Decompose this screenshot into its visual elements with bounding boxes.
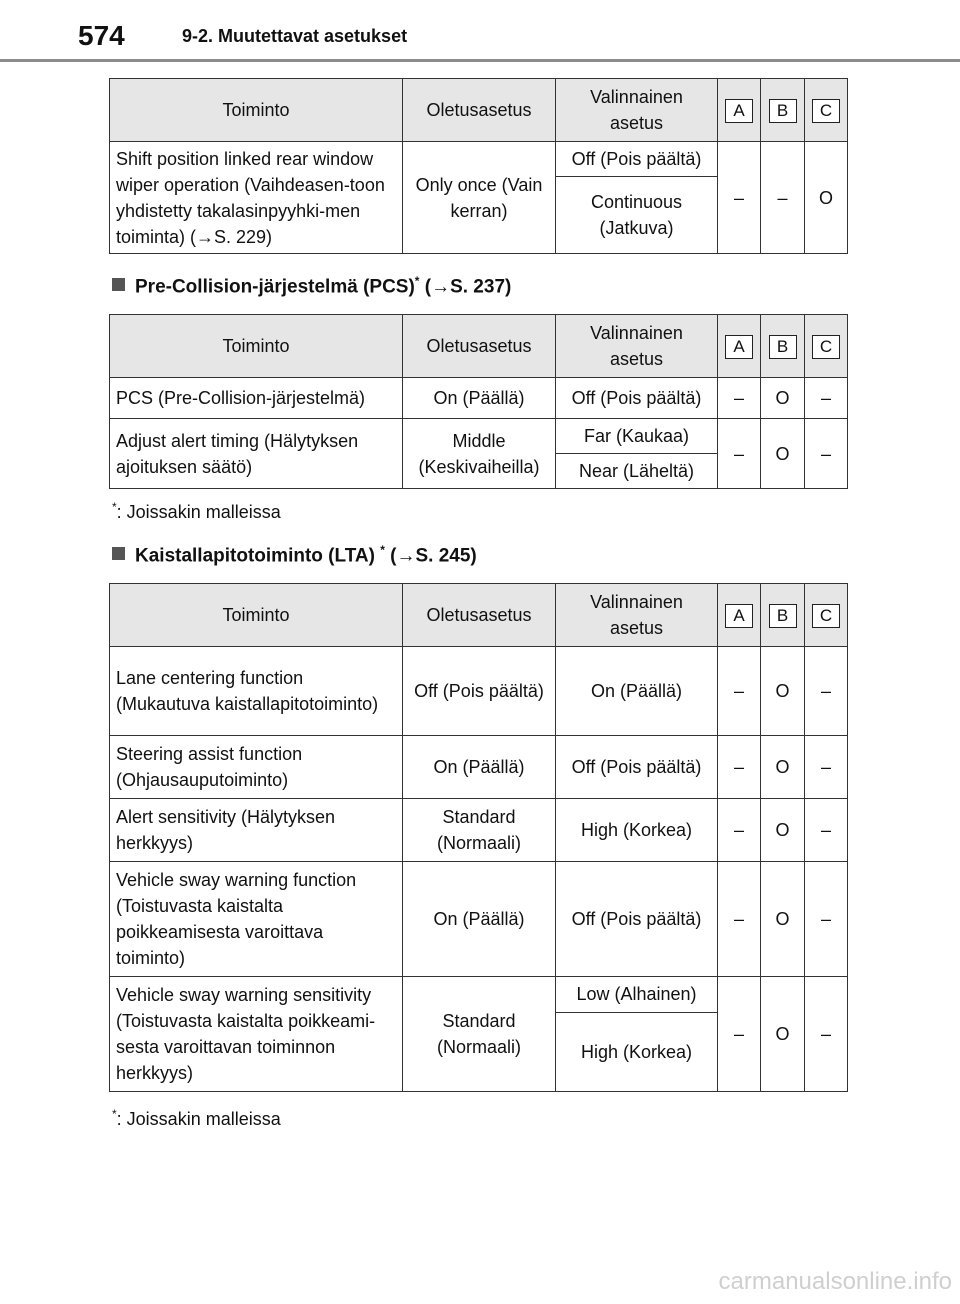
page-header <box>0 0 960 62</box>
cell-function: Alert sensitivity (Hälytyksen herkkyys) <box>110 799 403 862</box>
cell-a: – <box>718 736 761 799</box>
cell-default: On (Päällä) <box>403 736 556 799</box>
col-a: A <box>725 99 753 123</box>
cell-default: On (Päällä) <box>403 378 556 419</box>
square-bullet-icon <box>112 278 125 291</box>
cell-a: – <box>718 419 761 489</box>
cell-option: On (Päällä) <box>556 647 718 736</box>
cell-b: O <box>761 378 805 419</box>
cell-function: Adjust alert timing (Hälytyksen ajoituksen säätö) <box>110 419 403 489</box>
cell-option: Off (Pois päältä) <box>556 736 718 799</box>
footnote: *: Joissakin malleissa <box>112 1107 281 1129</box>
col-function: Toiminto <box>110 79 403 142</box>
cell-c: O <box>805 142 848 254</box>
col-c: C <box>812 99 840 123</box>
header-rule <box>0 59 960 62</box>
cell-b: O <box>761 862 805 977</box>
cell-option: Off (Pois päältä) <box>556 142 718 177</box>
col-function: Toiminto <box>110 584 403 647</box>
cell-option: High (Korkea) <box>556 1012 718 1091</box>
cell-b: – <box>761 142 805 254</box>
table-header-row <box>110 315 848 378</box>
cell-c: – <box>805 419 848 489</box>
col-a: A <box>725 604 753 628</box>
cell-option: Near (Läheltä) <box>556 454 718 489</box>
cell-function: Lane centering function (Mukautuva kaistallapitotoiminto) <box>110 647 403 736</box>
col-b: B <box>769 335 797 359</box>
cell-default: Off (Pois päältä) <box>403 647 556 736</box>
section-title: 9-2. Muutettavat asetukset <box>182 26 408 46</box>
col-default: Oletusasetus <box>403 315 556 378</box>
col-a: A <box>725 335 753 359</box>
cell-a: – <box>718 799 761 862</box>
table-rear-wiper <box>109 78 848 254</box>
table-row <box>110 647 848 736</box>
cell-a: – <box>718 977 761 1092</box>
col-default: Oletusasetus <box>403 584 556 647</box>
section-heading-pcs: Pre-Collision-järjestelmä (PCS)* (→S. 237) <box>112 274 511 298</box>
col-optional: Valinnainen asetus <box>556 315 718 378</box>
table-header-row <box>110 79 848 142</box>
cell-function: Steering assist function (Ohjausauputoiminto) <box>110 736 403 799</box>
cell-b: O <box>761 799 805 862</box>
cell-a: – <box>718 378 761 419</box>
cell-c: – <box>805 977 848 1092</box>
cell-function: Shift position linked rear window wiper operation (Vaihdeasen-toon yhdistetty takalasinpyyhki-men toiminta) (→S. 229) <box>110 142 403 254</box>
cell-option: Off (Pois päältä) <box>556 862 718 977</box>
cell-b: O <box>761 736 805 799</box>
cell-default: Only once (Vain kerran) <box>403 142 556 254</box>
col-b: B <box>769 99 797 123</box>
footnote: *: Joissakin malleissa <box>112 500 281 522</box>
cell-option: Off (Pois päältä) <box>556 378 718 419</box>
cell-default: Standard (Normaali) <box>403 977 556 1092</box>
table-row <box>110 799 848 862</box>
cell-b: O <box>761 419 805 489</box>
col-optional: Valinnainen asetus <box>556 79 718 142</box>
square-bullet-icon <box>112 547 125 560</box>
cell-c: – <box>805 799 848 862</box>
table-row <box>110 977 848 1013</box>
table-row <box>110 862 848 977</box>
col-optional: Valinnainen asetus <box>556 584 718 647</box>
table-row <box>110 142 848 177</box>
cell-option: Low (Alhainen) <box>556 977 718 1013</box>
cell-a: – <box>718 862 761 977</box>
cell-c: – <box>805 736 848 799</box>
col-c: C <box>812 604 840 628</box>
col-b: B <box>769 604 797 628</box>
table-row <box>110 378 848 419</box>
cell-a: – <box>718 647 761 736</box>
cell-default: Middle (Keskivaiheilla) <box>403 419 556 489</box>
section-heading-lta: Kaistallapitotoiminto (LTA) * (→S. 245) <box>112 543 477 567</box>
cell-function: Vehicle sway warning sensitivity (Toistuvasta kaistalta poikkeami-sesta varoittavan toiminnon herkkyys) <box>110 977 403 1092</box>
page-number: 574 <box>78 20 125 51</box>
cell-function: PCS (Pre-Collision-järjestelmä) <box>110 378 403 419</box>
cell-option: Far (Kaukaa) <box>556 419 718 454</box>
cell-default: Standard (Normaali) <box>403 799 556 862</box>
cell-option: Continuous (Jatkuva) <box>556 177 718 254</box>
table-row <box>110 736 848 799</box>
col-c: C <box>812 335 840 359</box>
cell-c: – <box>805 862 848 977</box>
cell-b: O <box>761 977 805 1092</box>
cell-a: – <box>718 142 761 254</box>
cell-function: Vehicle sway warning function (Toistuvasta kaistalta poikkeamisesta varoittava toiminto) <box>110 862 403 977</box>
cell-c: – <box>805 647 848 736</box>
cell-option: High (Korkea) <box>556 799 718 862</box>
table-pcs <box>109 314 848 489</box>
cell-default: On (Päällä) <box>403 862 556 977</box>
cell-c: – <box>805 378 848 419</box>
table-row <box>110 419 848 454</box>
table-lta <box>109 583 848 1092</box>
table-header-row <box>110 584 848 647</box>
col-function: Toiminto <box>110 315 403 378</box>
watermark: carmanualsonline.info <box>718 1268 952 1295</box>
cell-b: O <box>761 647 805 736</box>
col-default: Oletusasetus <box>403 79 556 142</box>
